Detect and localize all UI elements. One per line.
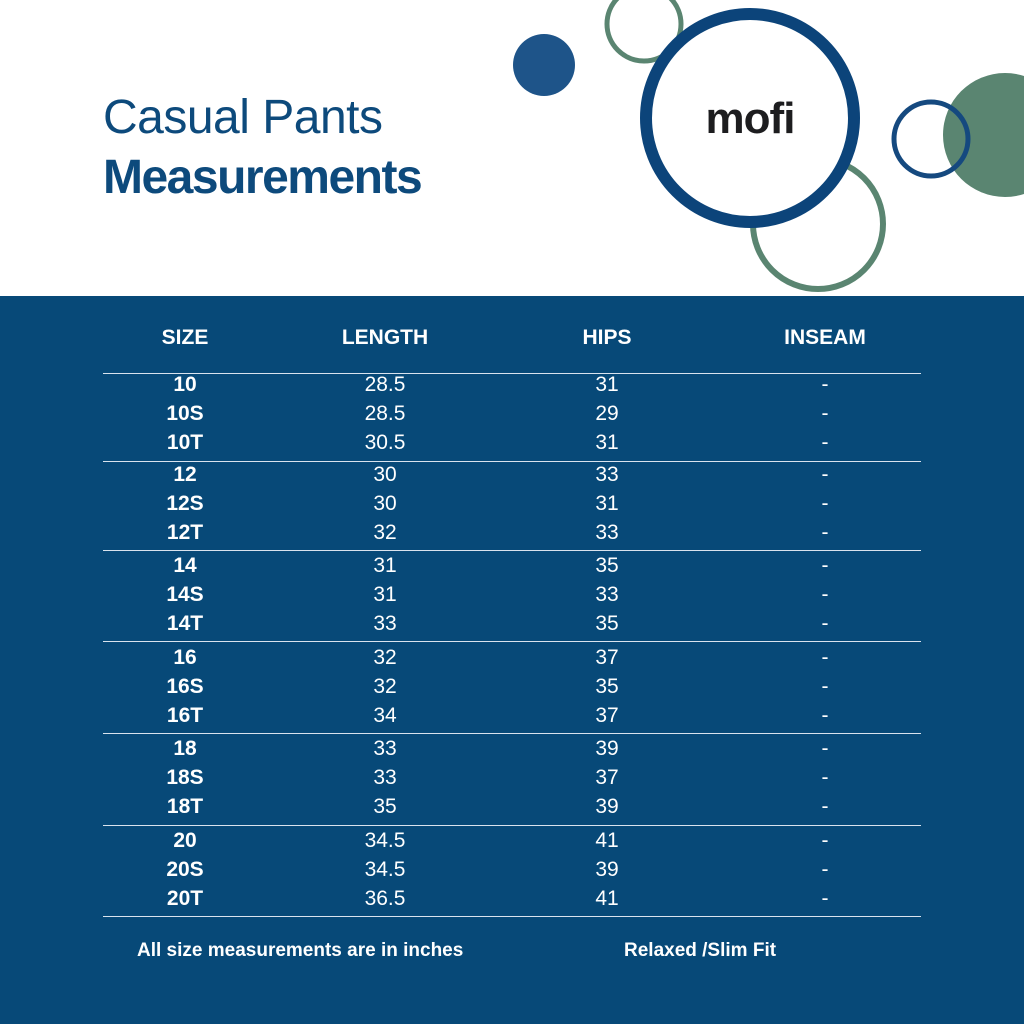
cell-hips: 39 xyxy=(595,795,619,818)
group-divider xyxy=(103,733,921,734)
cell-length: 34 xyxy=(373,704,397,727)
cell-inseam: - xyxy=(821,737,829,760)
cell-length: 31 xyxy=(373,554,397,577)
group-divider xyxy=(103,641,921,642)
column-header-size: SIZE xyxy=(161,326,209,349)
page-title: Casual Pants xyxy=(103,91,383,144)
group-divider xyxy=(103,916,921,917)
cell-length: 36.5 xyxy=(364,887,406,910)
cell-length: 33 xyxy=(373,612,397,635)
column-header-length: LENGTH xyxy=(341,326,429,349)
group-divider xyxy=(103,825,921,826)
navy-dot xyxy=(513,34,575,96)
cell-size: 16 xyxy=(173,646,197,669)
cell-inseam: - xyxy=(821,858,829,881)
cell-size: 20 xyxy=(173,829,197,852)
cell-hips: 39 xyxy=(595,858,619,881)
cell-size: 12T xyxy=(166,521,204,544)
cell-length: 28.5 xyxy=(364,402,406,425)
cell-inseam: - xyxy=(821,431,829,454)
cell-length: 31 xyxy=(373,583,397,606)
cell-length: 33 xyxy=(373,737,397,760)
cell-length: 33 xyxy=(373,766,397,789)
cell-length: 30 xyxy=(373,492,397,515)
group-divider xyxy=(103,550,921,551)
cell-inseam: - xyxy=(821,521,829,544)
cell-size: 12 xyxy=(173,463,197,486)
cell-length: 28.5 xyxy=(364,373,406,396)
cell-inseam: - xyxy=(821,612,829,635)
cell-size: 10S xyxy=(166,402,204,425)
green-disc-right xyxy=(943,73,1024,197)
cell-hips: 31 xyxy=(595,492,619,515)
column-header-inseam: INSEAM xyxy=(784,326,866,349)
cell-size: 12S xyxy=(166,492,204,515)
cell-hips: 41 xyxy=(595,887,619,910)
cell-length: 32 xyxy=(373,646,397,669)
cell-inseam: - xyxy=(821,583,829,606)
cell-hips: 29 xyxy=(595,402,619,425)
cell-size: 14T xyxy=(166,612,204,635)
cell-hips: 37 xyxy=(595,646,619,669)
cell-hips: 37 xyxy=(595,766,619,789)
cell-hips: 35 xyxy=(595,612,619,635)
cell-hips: 35 xyxy=(595,675,619,698)
cell-inseam: - xyxy=(821,795,829,818)
cell-inseam: - xyxy=(821,766,829,789)
cell-length: 34.5 xyxy=(364,858,406,881)
cell-length: 30.5 xyxy=(364,431,406,454)
cell-inseam: - xyxy=(821,492,829,515)
cell-size: 10T xyxy=(166,431,204,454)
cell-inseam: - xyxy=(821,402,829,425)
header xyxy=(0,0,1024,296)
cell-inseam: - xyxy=(821,373,829,396)
cell-inseam: - xyxy=(821,704,829,727)
cell-length: 32 xyxy=(373,521,397,544)
cell-inseam: - xyxy=(821,887,829,910)
page-subtitle: Measurements xyxy=(103,151,422,204)
decorative-circles xyxy=(0,0,1024,296)
cell-size: 18 xyxy=(173,737,197,760)
cell-size: 18S xyxy=(166,766,204,789)
size-chart-panel xyxy=(0,296,1024,1024)
cell-hips: 41 xyxy=(595,829,619,852)
cell-hips: 33 xyxy=(595,463,619,486)
cell-size: 16S xyxy=(166,675,204,698)
cell-size: 20T xyxy=(166,887,204,910)
cell-size: 14 xyxy=(173,554,197,577)
cell-inseam: - xyxy=(821,829,829,852)
units-note: All size measurements are in inches xyxy=(137,940,464,961)
cell-size: 18T xyxy=(166,795,204,818)
cell-inseam: - xyxy=(821,554,829,577)
cell-inseam: - xyxy=(821,675,829,698)
brand-logo: mofi xyxy=(705,94,795,143)
cell-size: 20S xyxy=(166,858,204,881)
cell-length: 30 xyxy=(373,463,397,486)
cell-hips: 33 xyxy=(595,583,619,606)
cell-hips: 35 xyxy=(595,554,619,577)
cell-hips: 37 xyxy=(595,704,619,727)
cell-hips: 39 xyxy=(595,737,619,760)
cell-length: 35 xyxy=(373,795,397,818)
cell-inseam: - xyxy=(821,463,829,486)
cell-size: 10 xyxy=(173,373,197,396)
cell-length: 34.5 xyxy=(364,829,406,852)
cell-inseam: - xyxy=(821,646,829,669)
cell-length: 32 xyxy=(373,675,397,698)
cell-size: 16T xyxy=(166,704,204,727)
cell-hips: 31 xyxy=(595,373,619,396)
cell-size: 14S xyxy=(166,583,204,606)
column-header-hips: HIPS xyxy=(582,326,632,349)
cell-hips: 31 xyxy=(595,431,619,454)
cell-hips: 33 xyxy=(595,521,619,544)
fit-note: Relaxed /Slim Fit xyxy=(624,940,777,961)
